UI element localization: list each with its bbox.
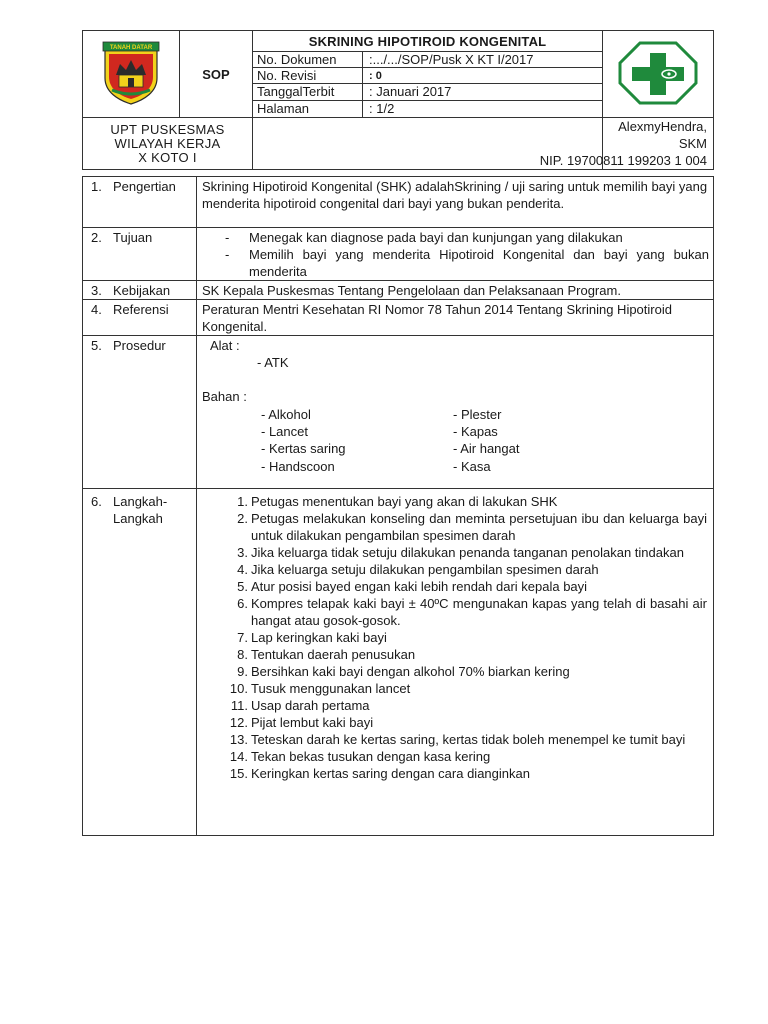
referensi-text: Peraturan Mentri Kesehatan RI Nomor 78 Tahun 2014 Tentang Skrining Hipotiroid Kongenital.	[197, 300, 714, 336]
regency-logo-cell	[83, 31, 180, 118]
step-text: Atur posisi bayed engan kaki lebih rendah dari kepala bayi	[251, 579, 588, 594]
section-row-kebijakan	[83, 281, 714, 300]
step-item	[202, 765, 709, 782]
list-item: - Memilih bayi yang menderita Hipotiroid Kongenital dan bayi yang bukan menderita	[225, 247, 709, 279]
tujuan-list	[202, 229, 709, 280]
section-row-referensi	[83, 300, 714, 336]
alat-label: Alat :	[210, 338, 240, 353]
section-label: Prosedur	[113, 338, 166, 353]
langkah-list	[202, 493, 709, 782]
step-number: 11.	[230, 698, 248, 713]
organization-cell	[83, 118, 253, 170]
step-number: 13.	[229, 732, 248, 747]
signer-nip: NIP. 19700811 199203 1 004	[539, 153, 708, 168]
step-item	[202, 646, 709, 663]
signer-cell	[539, 118, 714, 170]
section-label: Langkah- Langkah	[113, 494, 168, 526]
step-text: Keringkan kertas saring dengan cara dianginkan	[251, 766, 530, 781]
step-text: Petugas menentukan bayi yang akan di lakukan SHK	[251, 494, 558, 509]
svg-text:TANAH DATAR: TANAH DATAR	[109, 44, 153, 51]
section-row-prosedur	[83, 336, 714, 489]
step-text: Kompres telapak kaki bayi ± 40ºC mengunakan kapas yang telah di basahi air hangat atau gosok-gosok.	[251, 596, 707, 628]
tanah-datar-emblem-icon	[100, 40, 162, 106]
step-text: Tekan bekas tusukan dengan kasa kering	[251, 749, 491, 764]
step-text: Jika keluarga setuju dilakukan pengambilan spesimen darah	[251, 562, 599, 577]
org-line-1: UPT PUSKESMAS	[110, 121, 225, 137]
step-item	[202, 578, 709, 595]
sop-label: SOP	[180, 31, 253, 118]
step-text: Petugas melakukan konseling dan meminta persetujuan ibu dan keluarga bayi untuk dilakukan pengambilan spesimen darah	[251, 511, 707, 543]
section-number: 3.	[91, 283, 102, 298]
step-number: 2.	[237, 511, 248, 526]
section-number: 4.	[91, 302, 102, 317]
section-number: 2.	[91, 230, 102, 245]
bahan-item: - Kasa	[453, 459, 491, 474]
section-row-tujuan	[83, 228, 714, 281]
step-text: Pijat lembut kaki bayi	[251, 715, 374, 730]
puskesmas-logo-cell	[603, 31, 714, 118]
bahan-item: - Plester	[453, 407, 502, 422]
bahan-item: - Kapas	[453, 424, 498, 439]
step-item	[202, 544, 709, 561]
step-item	[202, 731, 709, 748]
step-number: 7.	[237, 630, 248, 645]
step-number: 3.	[237, 545, 248, 560]
step-item	[202, 629, 709, 646]
section-row-langkah	[83, 489, 714, 836]
step-item	[202, 697, 709, 714]
step-number: 4.	[237, 562, 248, 577]
puskesmas-logo-icon	[618, 41, 698, 105]
revision-label: No. Revisi	[253, 68, 363, 84]
step-text: Tusuk menggunakan lancet	[251, 681, 411, 696]
issue-date-value: : Januari 2017 : 1/2	[363, 84, 603, 118]
document-title: SKRINING HIPOTIROID KONGENITAL	[253, 31, 603, 52]
section-number: 6.	[91, 494, 102, 509]
step-number: 5.	[237, 579, 248, 594]
step-text: Jika keluarga tidak setuju dilakukan penanda tanganan penolakan tindakan	[251, 545, 684, 560]
step-item	[202, 493, 709, 510]
bahan-item: - Air hangat	[453, 441, 520, 456]
org-line-2: WILAYAH KERJA	[114, 135, 221, 151]
section-number: 1.	[91, 179, 102, 194]
list-item: - Menegak kan diagnose pada bayi dan kunjungan yang dilakukan	[225, 230, 623, 245]
step-item	[202, 561, 709, 578]
step-item	[202, 510, 709, 544]
step-text: Lap keringkan kaki bayi	[251, 630, 387, 645]
revision-value: : 0	[363, 68, 603, 84]
step-item	[202, 663, 709, 680]
section-label: Pengertian	[113, 179, 176, 194]
section-label: Referensi	[113, 302, 169, 317]
step-item	[202, 680, 709, 697]
bahan-item: - Handscoon	[261, 459, 335, 474]
bahan-item: - Lancet	[261, 424, 308, 439]
prosedur-tools	[202, 337, 709, 479]
alat-item: - ATK	[257, 355, 289, 370]
step-number: 15.	[229, 766, 248, 781]
step-item	[202, 595, 709, 629]
step-text: Usap darah pertama	[251, 698, 370, 713]
step-number: 9.	[237, 664, 248, 679]
step-number: 14.	[229, 749, 248, 764]
signer-name: AlexmyHendra, SKM	[618, 119, 708, 151]
step-text: Teteskan darah ke kertas saring, kertas tidak boleh menempel ke tumit bayi	[251, 732, 686, 747]
bahan-label: Bahan :	[202, 389, 247, 404]
doc-number-label: No. Dokumen	[253, 52, 363, 68]
step-item	[202, 714, 709, 731]
kebijakan-text: SK Kepala Puskesmas Tentang Pengelolaan dan Pelaksanaan Program.	[197, 281, 714, 300]
step-item	[202, 748, 709, 765]
step-text: Bersihkan kaki bayi dengan alkohol 70% biarkan kering	[251, 664, 570, 679]
step-number: 8.	[237, 647, 248, 662]
step-number: 10.	[229, 681, 248, 696]
step-number: 6.	[237, 596, 248, 611]
pengertian-text: Skrining Hipotiroid Kongenital (SHK) adalahSkrining / uji saring untuk memilih bayi yang menderita hipotiroid congenital dari bayi yang bukan penderita.	[197, 177, 714, 228]
bahan-item: - Alkohol	[261, 407, 311, 422]
step-text: Tentukan daerah penusukan	[251, 647, 416, 662]
sop-header-table	[82, 30, 714, 170]
doc-number-value: :.../.../SOP/Pusk X KT I/2017	[363, 52, 603, 68]
section-number: 5.	[91, 338, 102, 353]
bahan-item: - Kertas saring	[261, 441, 346, 456]
step-number: 12.	[229, 715, 248, 730]
section-row-pengertian	[83, 177, 714, 228]
section-label: Tujuan	[113, 230, 153, 245]
step-number: 1.	[237, 494, 248, 509]
issue-date-label: TanggalTerbit Halaman	[253, 84, 363, 118]
section-label: Kebijakan	[113, 283, 171, 298]
sop-body-table	[82, 176, 714, 836]
org-line-3: X KOTO I	[138, 149, 197, 165]
